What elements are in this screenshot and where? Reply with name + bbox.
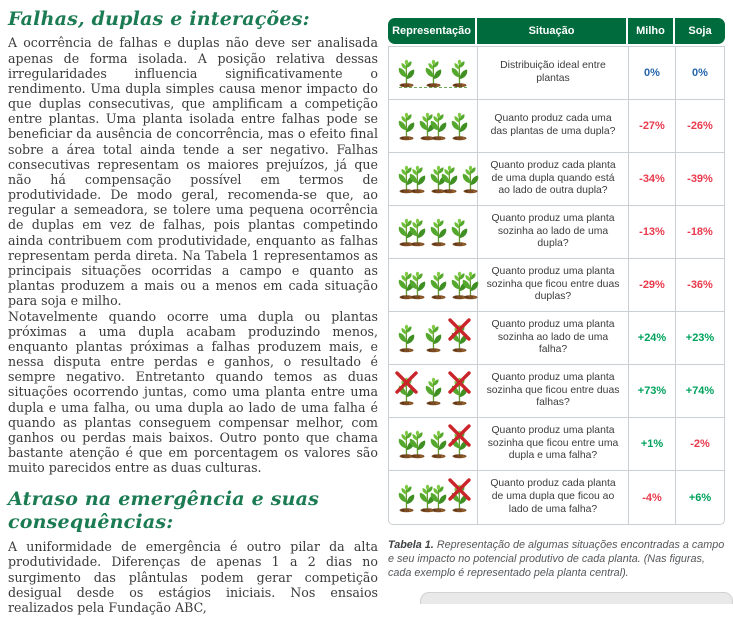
- seedling-icon: [439, 159, 460, 199]
- plant-falha: [449, 478, 470, 518]
- soja-value: +23%: [685, 332, 715, 344]
- situation-cell: Quanto produz uma planta sozinha que ficou entre duas falhas?: [478, 365, 629, 417]
- paragraph: Notavelmente quando ocorre uma dupla ou plantas próximas a uma dupla acabam produzindo menos, enquanto plantas próximas a falhas produzem mais, e nessa disputa entre perdas e ganhos, o resultado é sempre negativo. Entretanto quando temos as duas situações ocorrendo juntas, como uma planta entre uma dupla e uma falha, ou uma dupla ao lado de uma falha é quando as plantas conseguem compensar melhor, com ganhos ou perdas mais baixos. Outro ponto que chama bastante atenção é que em porcentagem os valores são muito parecidos entre as duas culturas.: [8, 308, 378, 476]
- paragraph: A uniformidade de emergência é outro pilar da alta produtividade. Diferenças de apenas 1 a 2 dias no surgimento das plântulas podem gerar competição desigual desde os estágios iniciais. Nos ensaios realizados pela Fundação ABC,: [8, 539, 378, 615]
- table-header-row: [388, 18, 725, 44]
- seedling-icon: [407, 159, 428, 199]
- table-row: [389, 100, 724, 153]
- falha-x-icon: [447, 370, 472, 396]
- table-body: [388, 46, 725, 525]
- seedling-icon: [396, 106, 417, 146]
- seedling-icon: [407, 212, 428, 252]
- milho-value: +24%: [629, 312, 676, 364]
- plant-single: [396, 318, 417, 358]
- seedling-icon: [396, 318, 417, 358]
- representation-cell: [389, 153, 478, 205]
- seedling-icon: [449, 106, 470, 146]
- table-row: [389, 312, 724, 365]
- table-caption: [388, 538, 725, 580]
- seedling-icon: [423, 53, 444, 93]
- seedling-icon: [460, 265, 481, 305]
- table-column: [388, 18, 725, 580]
- situation-cell: Quanto produz uma planta sozinha ao lado de uma falha?: [478, 312, 629, 364]
- seedling-icon: [407, 424, 428, 464]
- plant-single: [423, 53, 444, 93]
- seedling-icon: [449, 212, 470, 252]
- plant-single: [449, 212, 470, 252]
- representation-cell: [389, 418, 478, 470]
- milho-value: 0%: [629, 47, 676, 99]
- table-row: [389, 153, 724, 206]
- plant-dupla: [417, 106, 449, 146]
- seedling-icon: [423, 318, 444, 358]
- falha-x-icon: [447, 317, 472, 343]
- falha-x-icon: [394, 370, 419, 396]
- seedling-icon: [449, 53, 470, 93]
- representation-cell: [389, 471, 478, 524]
- table-row: [389, 365, 724, 418]
- representation-cell: [389, 312, 478, 364]
- seedling-icon: [428, 424, 449, 464]
- plant-single: [460, 159, 481, 199]
- section-heading-falhas: Falhas, duplas e interações:: [8, 8, 310, 30]
- milho-value: +73%: [629, 365, 676, 417]
- representation-cell: [389, 47, 478, 99]
- situation-cell: Quanto produz cada planta de uma dupla que ficou ao lado de uma falha?: [478, 471, 629, 524]
- representation-cell: [389, 100, 478, 152]
- table-row: [389, 418, 724, 471]
- soja-value: -26%: [687, 120, 713, 132]
- seedling-icon: [396, 478, 417, 518]
- milho-value: -34%: [629, 153, 676, 205]
- paragraph: A ocorrência de falhas e duplas não deve ser analisada apenas de forma isolada. A posição relativa dessas irregularidades influencia significativamente o rendimento. Uma dupla simples causa menor impacto do que duplas consecutivas, que amplificam a competição entre plantas. Uma planta isolada entre falhas pode se beneficiar da ausência de concorrência, mas o efeito final sobre a área total ainda tende a ser negativo. Falhas consecutivas representam os maiores prejuízos, já que não há compensação possível em termos de produtividade. De modo geral, recomenda-se que, ao regular a semeadora, se tolere uma pequena ocorrência de duplas em vez de falhas, pois plantas competindo ainda contribuem com produtividade, enquanto as falhas representam perda direta. Na Tabela 1 representamos as principais situações ocorridas a campo e quanto as plantas produzem a mais ou a menos em cada situação para soja e milho.: [8, 35, 378, 309]
- plant-dupla: [396, 424, 428, 464]
- plant-falha: [396, 371, 417, 411]
- soja-value: -39%: [687, 173, 713, 185]
- soja-value: +74%: [685, 385, 715, 397]
- situation-cell: Quanto produz cada planta de uma dupla quando está ao lado de outra dupla?: [478, 153, 629, 205]
- representation-cell: [389, 206, 478, 258]
- milho-value: -4%: [629, 471, 676, 524]
- seedling-icon: [423, 371, 444, 411]
- plant-single: [396, 106, 417, 146]
- soja-value: -2%: [690, 438, 710, 450]
- falha-x-icon: [447, 477, 472, 503]
- header-situacao: Situação: [477, 18, 628, 44]
- seedling-icon: [396, 53, 417, 93]
- seedling-icon: [428, 106, 449, 146]
- soja-value: -36%: [687, 279, 713, 291]
- seedling-icon: [428, 265, 449, 305]
- plant-single: [449, 106, 470, 146]
- soja-value: 0%: [692, 67, 708, 79]
- plant-dupla: [449, 265, 481, 305]
- situation-cell: Quanto produz cada uma das plantas de uma dupla?: [478, 100, 629, 152]
- plant-single: [396, 478, 417, 518]
- milho-value: -13%: [629, 206, 676, 258]
- plant-falha: [449, 371, 470, 411]
- representation-cell: [389, 259, 478, 311]
- table-row: [389, 471, 724, 524]
- caption-text: Representação de algumas situações encontradas a campo e seu impacto no potencial produtivo de cada planta. (Nas figuras, cada exemplo é representado pela planta central).: [388, 539, 725, 580]
- plant-dupla: [396, 265, 428, 305]
- situation-cell: Quanto produz uma planta sozinha que ficou entre duas duplas?: [478, 259, 629, 311]
- plant-single: [428, 424, 449, 464]
- situation-cell: Distribuição ideal entre plantas: [478, 47, 629, 99]
- plant-single: [423, 371, 444, 411]
- article-column: [8, 8, 378, 615]
- section-heading-atraso: Atraso na emergência e suas consequências:: [8, 488, 320, 533]
- table-row: [389, 206, 724, 259]
- header-milho: Milho: [628, 18, 675, 44]
- seedling-icon: [428, 212, 449, 252]
- next-panel-edge: [420, 592, 733, 604]
- plant-dupla: [428, 159, 460, 199]
- plant-dupla: [417, 478, 449, 518]
- soja-value: -18%: [687, 226, 713, 238]
- seedling-icon: [428, 478, 449, 518]
- plant-falha: [449, 318, 470, 358]
- plant-single: [396, 53, 417, 93]
- situation-cell: Quanto produz uma planta sozinha ao lado de uma dupla?: [478, 206, 629, 258]
- representation-cell: [389, 365, 478, 417]
- milho-value: +1%: [629, 418, 676, 470]
- plant-dupla: [396, 159, 428, 199]
- seedling-icon: [407, 265, 428, 305]
- soja-value: +6%: [688, 491, 712, 504]
- plant-single: [423, 318, 444, 358]
- plant-single: [428, 265, 449, 305]
- plant-single: [428, 212, 449, 252]
- seedling-icon: [460, 159, 481, 199]
- milho-value: -29%: [629, 259, 676, 311]
- caption-label: Tabela 1.: [388, 539, 434, 551]
- falha-x-icon: [447, 423, 472, 449]
- table-row: [389, 259, 724, 312]
- plant-single: [449, 53, 470, 93]
- table-row: [389, 47, 724, 100]
- situation-cell: Quanto produz uma planta sozinha que ficou entre uma dupla e uma falha?: [478, 418, 629, 470]
- plant-falha: [449, 424, 470, 464]
- milho-value: -27%: [629, 100, 676, 152]
- header-representacao: Representação: [388, 18, 477, 44]
- header-soja: Soja: [688, 25, 712, 37]
- plant-dupla: [396, 212, 428, 252]
